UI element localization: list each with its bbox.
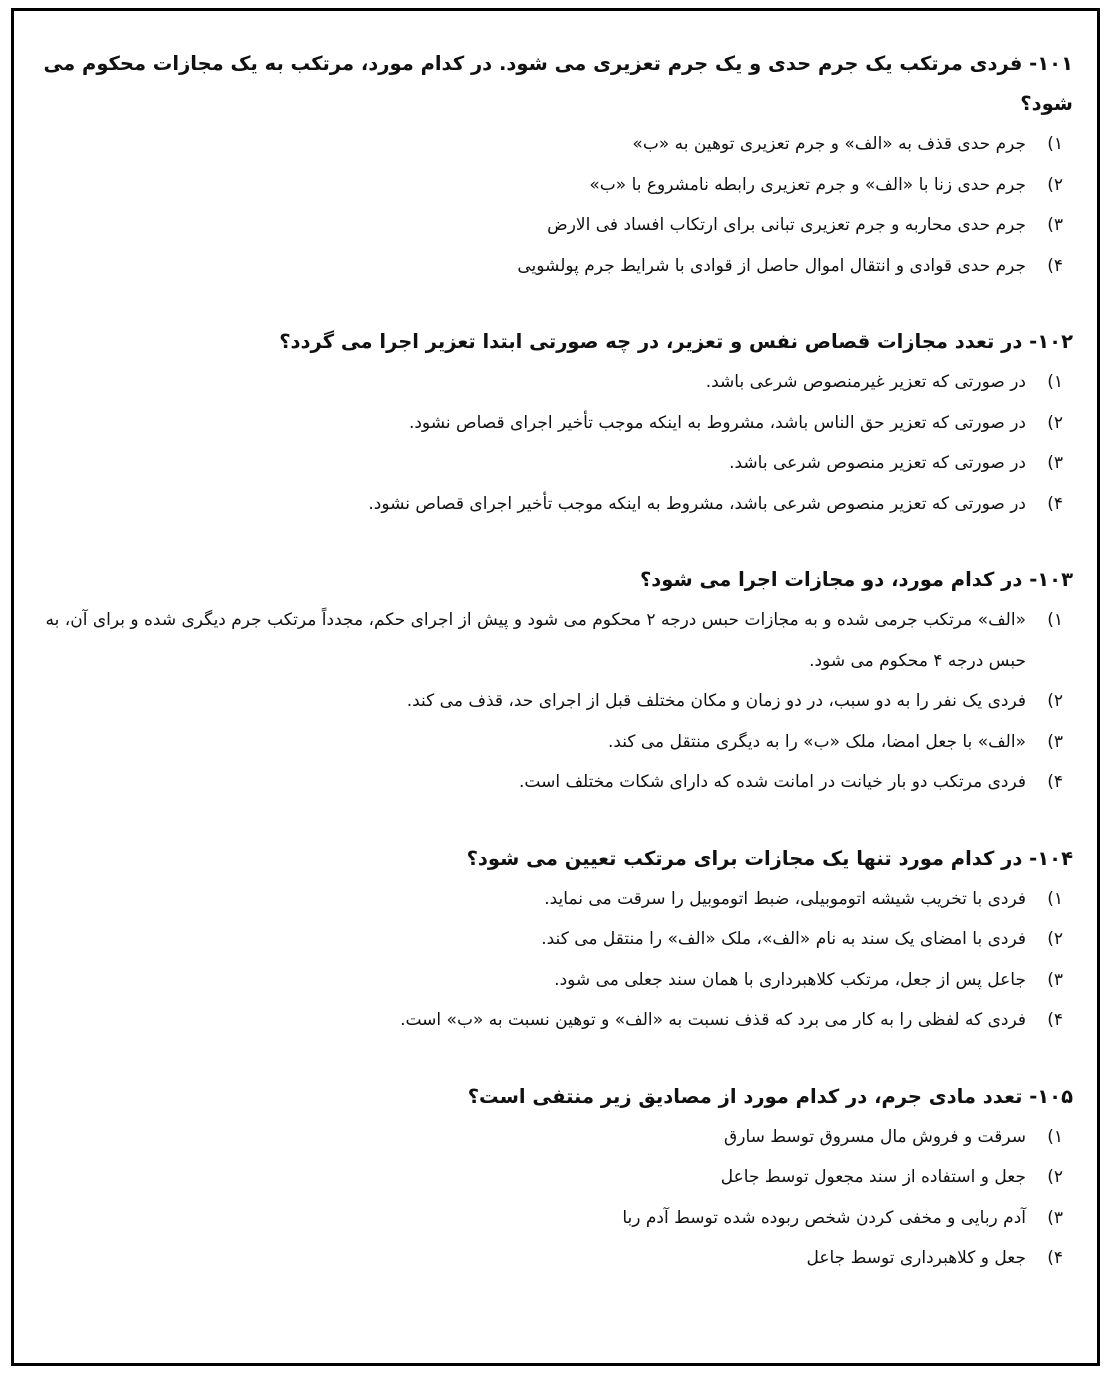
option-number: ۴) [1047, 1010, 1063, 1030]
option-item [32, 124, 1073, 165]
question-title: ۱۰۳- در کدام مورد، دو مجازات اجرا می شود؟ [639, 568, 1073, 591]
option-text: جرم حدی قوادی و انتقال اموال حاصل از قوادی با شرایط جرم پولشویی [517, 255, 1026, 276]
option-item [32, 1157, 1073, 1198]
option-text: در صورتی که تعزیر منصوص شرعی باشد. [729, 453, 1026, 473]
question-title: ۱۰۱- فردی مرتکب یک جرم حدی و یک جرم تعزیری می شود. در کدام مورد، مرتکب به یک مجازات محکوم می شود؟ [43, 52, 1073, 115]
question-101 [32, 44, 1073, 286]
option-text: فردی یک نفر را به دو سبب، در دو زمان و مکان مختلف قبل از اجرای حد، قذف می کند. [406, 691, 1026, 711]
option-number: ۲) [1047, 412, 1063, 433]
option-number: ۱) [1047, 1126, 1063, 1147]
option-number: ۲) [1047, 929, 1063, 949]
option-list [32, 1117, 1073, 1279]
question-title: ۱۰۵- تعدد مادی جرم، در کدام مورد از مصادیق زیر منتفی است؟ [467, 1084, 1073, 1108]
option-item [32, 1238, 1073, 1279]
option-number: ۴) [1047, 255, 1063, 276]
option-number: ۲) [1047, 174, 1063, 195]
option-item [32, 1198, 1073, 1239]
question-title: ۱۰۲- در تعدد مجازات قصاص نفس و تعزیر، در چه صورتی ابتدا تعزیر اجرا می گردد؟ [279, 330, 1073, 353]
option-text: جرم حدی محاربه و جرم تعزیری تبانی برای ارتکاب افساد فی الارض [547, 215, 1026, 235]
option-text: «الف» مرتکب جرمی شده و به مجازات حبس درجه ۲ محکوم می شود و پیش از اجرای حکم، مجدداً مرتکب جرم دیگری شده و برای آن، به حبس درجه ۴ محکوم می شود. [45, 610, 1026, 671]
option-item [32, 484, 1073, 525]
option-number: ۳) [1047, 215, 1063, 235]
option-text: فردی با امضای یک سند به نام «الف»، ملک «الف» را منتقل می کند. [541, 929, 1026, 949]
option-number: ۳) [1047, 731, 1063, 752]
question-102 [32, 322, 1073, 524]
option-text: جاعل پس از جعل، مرتکب کلاهبرداری با همان سند جعلی می شود. [554, 969, 1026, 990]
option-item [32, 722, 1073, 763]
option-text: در صورتی که تعزیر حق الناس باشد، مشروط به اینکه موجب تأخیر اجرای قصاص نشود. [408, 412, 1026, 433]
option-number: ۱) [1047, 888, 1063, 909]
option-list [32, 362, 1073, 524]
option-text: جعل و کلاهبرداری توسط جاعل [806, 1248, 1026, 1268]
question-103 [32, 560, 1073, 803]
option-number: ۳) [1047, 1207, 1063, 1228]
option-text: فردی مرتکب دو بار خیانت در امانت شده که دارای شکات مختلف است. [518, 772, 1026, 792]
option-number: ۱) [1047, 610, 1063, 630]
option-item [32, 600, 1073, 681]
option-list [32, 124, 1073, 286]
option-text: در صورتی که تعزیر غیرمنصوص شرعی باشد. [705, 372, 1026, 392]
option-item [32, 919, 1073, 960]
option-item [32, 246, 1073, 287]
option-item [32, 681, 1073, 722]
option-item [32, 403, 1073, 444]
option-number: ۴) [1047, 1248, 1063, 1268]
option-item [32, 165, 1073, 206]
question-105 [32, 1077, 1073, 1279]
option-number: ۱) [1047, 134, 1063, 154]
option-number: ۲) [1047, 691, 1063, 711]
option-item [32, 362, 1073, 403]
option-item [32, 762, 1073, 803]
option-text: جعل و استفاده از سند مجعول توسط جاعل [720, 1167, 1026, 1187]
option-item [32, 1117, 1073, 1158]
option-text: «الف» با جعل امضا، ملک «ب» را به دیگری منتقل می کند. [607, 731, 1026, 752]
option-item [32, 960, 1073, 1001]
option-number: ۴) [1047, 772, 1063, 792]
option-text: سرقت و فروش مال مسروق توسط سارق [724, 1126, 1026, 1147]
option-list [32, 879, 1073, 1041]
option-text: جرم حدی قذف به «الف» و جرم تعزیری توهین به «ب» [632, 134, 1026, 154]
option-item [32, 205, 1073, 246]
option-list [32, 600, 1073, 803]
option-text: فردی با تخریب شیشه اتوموبیلی، ضبط اتوموبیل را سرقت می نماید. [544, 888, 1026, 909]
option-text: جرم حدی زنا با «الف» و جرم تعزیری رابطه نامشروع با «ب» [589, 174, 1026, 195]
option-number: ۱) [1047, 372, 1063, 392]
option-number: ۴) [1047, 493, 1063, 514]
question-title: ۱۰۴- در کدام مورد تنها یک مجازات برای مرتکب تعیین می شود؟ [466, 846, 1073, 870]
question-104 [32, 839, 1073, 1041]
option-number: ۳) [1047, 453, 1063, 473]
option-item [32, 443, 1073, 484]
option-item [32, 1000, 1073, 1041]
option-number: ۲) [1047, 1167, 1063, 1187]
option-item [32, 879, 1073, 920]
option-text: آدم ربایی و مخفی کردن شخص ربوده شده توسط آدم ربا [622, 1207, 1026, 1228]
option-text: فردی که لفظی را به کار می برد که قذف نسبت به «الف» و توهین نسبت به «ب» است. [400, 1010, 1026, 1030]
option-text: در صورتی که تعزیر منصوص شرعی باشد، مشروط به اینکه موجب تأخیر اجرای قصاص نشود. [368, 493, 1026, 514]
exam-content [32, 44, 1073, 1315]
option-number: ۳) [1047, 969, 1063, 990]
